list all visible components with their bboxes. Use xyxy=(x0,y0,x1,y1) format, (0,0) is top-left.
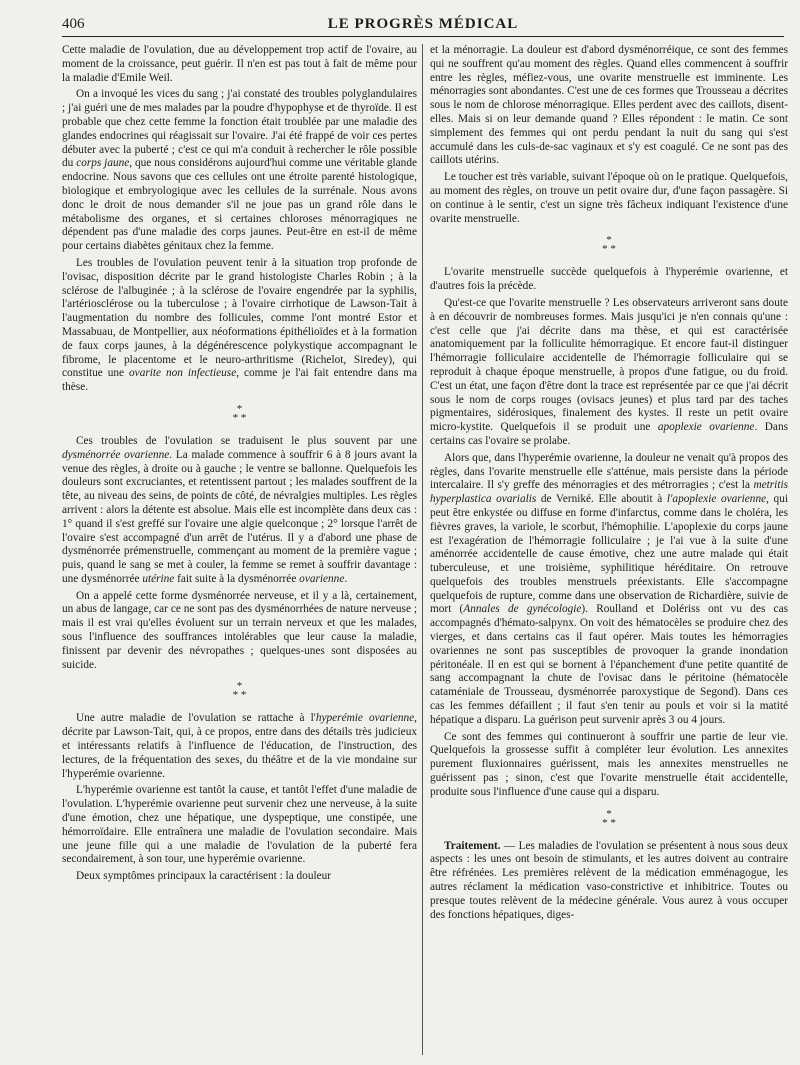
paragraph: Deux symptômes principaux la caractérisent : la douleur xyxy=(76,870,332,883)
paragraph: Le toucher est très variable, suivant l'époque où on le pratique. Quelquefois, au moment des règles, on trouve un petit ovaire dur, d'une façon passagère. Si on continue à le sentir, c'est un signe très fâcheux indiquant l'existence d'une ovarite menstruelle. xyxy=(430,171,788,225)
paragraph: Ces troubles de l'ovulation se traduisent le plus souvent par une dysménorrée ovarienne. La malade commence à souffrir 6 à 8 jours avant la venue des règles, à droite ou à gauche ; le ventre se ballonne. Quelquefois les douleurs sont excruciantes, et retentissent partout ; les malades souffrent de la tête, au niveau des seins, de points de côté, de névralgies multiples. Les règles arrivent : alors la détente est absolue. Mais elle est incomplète dans deux cas : 1° quand il s'est greffé sur l'ovaire une algie quelconque ; 2° lorsque l'arrêt de l'ovaire s'est accompagné d'un arrêt de l'utérus. Il y a d'abord une phase de dysménorrée prémenstruelle, commençant au moment de la première vague ; puis, quand le sang se met à couler, la femme se remet à souffrir davantage : une dysménorrée utérine fait suite à la dysménorrée ovarienne. xyxy=(62,434,417,585)
paragraph: Les troubles de l'ovulation peuvent tenir à la situation trop profonde de l'ovisac, disposition décrite par le grand histologiste Charles Robin ; à la sclérose de l'albuginée ; à la sclérose de l'ovaire engendrée par la syphilis, l'artériosclérose ou la tuberculose ; à l'ovaire cirrhotique de Lawson-Tait à l'augmentation du nombre des follicules, comme l'ont montré Estor et Massabuau, de Montpellier, aux néoformations épithélioïdes et à la formation de faux corps jaunes, à la dégénérescence polykystique accompagnant le fibrome, le placentome et le neuro-arthritisme (Richelot, Siredey), qui constitue une ovarite non infectieuse, comme je l'ai fait entendre dans ma thèse. xyxy=(62,256,417,394)
left-column xyxy=(62,44,417,887)
running-header xyxy=(62,14,784,36)
journal-title: LE PROGRÈS MÉDICAL xyxy=(327,16,519,32)
paragraph: Ce sont des femmes qui continueront à souffrir une partie de leur vie. Quelquefois la grossesse suffit à compléter leur évolution. Les annexites purement fluxionnaires guérissent, mais les annexites menstruelles ne guérissent pas ; sinon, c'est que l'ovarite menstruelle était accidentelle, produite sous l'influence d'une cause qui a disparu. xyxy=(430,730,788,798)
paragraph: et la ménorragie. La douleur est d'abord dysménorréique, ce sont des femmes qui ne souffrent qu'au moment des règles. Quand elles commencent à souffrir entre les règles, méfiez-vous, une ovarite menstruelle est imminente. Les ménorragies sont abondantes. C'est une de ces formes que Trousseau a décrites sous le nom de chlorose ménorragique. Elles perdent avec des caillots, disent-elles. Mais si on leur demande quand ? Elles répondent : le matin. Ce sont simplement des femmes qui ont perdu pendant la nuit du sang qui s'est accumulé dans les culs-de-sac vaginaux et s'y est coagulé. Ce ne sont pas des caillots utérins. xyxy=(430,44,788,167)
section-separator: * * * xyxy=(602,234,616,256)
paragraph: Alors que, dans l'hyperémie ovarienne, la douleur ne venait qu'à propos des règles, dans l'ovarite menstruelle elle s'atténue, mais persiste dans la période intercalaire. Il s'y greffe des ménorragies et des métrorragies ; c'est la metritis hyperplastica ovarialis de Verniké. Elle aboutit à l'apoplexie ovarienne, qui peut être enkystée ou diffuse en forme d'infarctus, comme dans le choléra, les fièvres graves, la variole, le scorbut, l'hémophilie. L'apoplexie du corps jaune est l'exagération de l'hémorragie folliculaire ; je l'ai vue à la suite d'une aménorrée accidentelle de cause émotive, chez une autre malade qui était tuberculeuse, et une troisième, syphilitique héréditaire. On retrouve quelquefois des troubles menstruels préexistants. Elle s'accompagne quelquefois de rupture, comme dans une observation de Richardière, suivie de mort (Annales de gynécologie). Roulland et Dolériss ont vu des cas accompagnés d'hémato-salpynx. On voit des hématocèles se produire chez des vierges, et dans certains cas il faut opérer. Mais toutes les hémorragies ovariennes ne sont pas susceptibles de provoquer la grande inondation péritonéale. Il en est qui se bornent à l'épanchement d'une petite quantité de sang accompagnant la chute de l'ovisac dans le péritoine (hématocèle cataméniale de Trousseau, dysménorrée paroxystique de Segond). Dans ces cas les femmes défaillent ; il faut s'en tenir au pouls et voir si la matité hépatique a disparu. La guérison peut survenir après 3 ou 4 jours. xyxy=(430,451,788,726)
right-column xyxy=(430,44,788,925)
header-rule xyxy=(62,36,784,37)
paragraph: Une autre maladie de l'ovulation se rattache à l'hyperémie ovarienne, décrite par Lawson-Tait, qui, à ce propos, entre dans des détails très judicieux et intéressants relatifs à l'influence de l'éducation, de l'instruction, des lectures, de la fréquentation des sexes, du théâtre et de la vie mondaine sur l'hyperémie ovarienne. xyxy=(62,712,417,780)
section-separator: * * * xyxy=(602,807,616,829)
paragraph: On a invoqué les vices du sang ; j'ai constaté des troubles polyglandulaires ; j'ai guéri une de mes malades par la poudre d'hypophyse et de thyroïde. Il est probable que chez cette femme la fonction était troublée par une maladie des glandes endocrines qui réagissait sur l'ovaire. J'ai été frappé de voir ces pertes débuter avec la puberté ; c'est ce qui m'a conduit à rechercher le rôle possible du corps jaune, que nous considérons aujourd'hui comme une véritable glande endocrine. Nous savons que ces cellules ont une étroite parenté histologique, biologique et embryologique avec les cellules de la surrénale. Nous avons donc le droit de nous demander s'il ne joue pas un grand rôle dans le métabolisme des organes, et si certaines chloroses ménorragiques ne dépendent pas d'une maladie des corps jaunes. Peut-être en est-il de même pour certains diabètes génitaux chez la femme. xyxy=(62,88,417,253)
paragraph: L'hyperémie ovarienne est tantôt la cause, et tantôt l'effet d'une maladie de l'ovulation. L'hyperémie ovarienne peut survenir chez une nerveuse, à la suite d'une émotion, chez une hépatique, une dyspeptique, une constipée, une hémorroïdaire. Elle entraînera une maladie de l'ovulation secondaire. Mais une jeune fille qui a une maladie de l'ovulation de la puberté fera secondairement, à son tour, une hyperémie ovarienne. xyxy=(62,784,417,866)
paragraph: Traitement. — Les maladies de l'ovulation se présentent à nous sous deux aspects : les unes ont besoin de stimulants, et les autres doivent au contraire être réfrénées. Les premières relèvent de la médication emménagogue, les autres réclament la médication vaso-constrictive et inhibitrice. Toutes ou presque toutes relèvent de la médecine générale. Vous aurez à vous occuper des fonctions hépatiques, diges- xyxy=(430,839,788,921)
section-separator: * * * xyxy=(232,680,247,702)
section-heading: Traitement. xyxy=(444,839,501,852)
paragraph: Cette maladie de l'ovulation, due au développement trop actif de l'ovaire, au moment de la croissance, peut guérir. Il n'en est pas tout à fait de même pour la maladie d'Emile Weil. xyxy=(62,44,417,84)
paragraph: Qu'est-ce que l'ovarite menstruelle ? Les observateurs arriveront sans doute à en découvrir de nombreuses formes. Mais jusqu'ici je n'en connais qu'une : c'est celle que j'ai décrite dans ma thèse, et qui est caractérisée anatomiquement par la folliculite hémorragique. Et encore faut-il distinguer l'hémorragie folliculaire accidentelle de l'hémorragie folliculaire qui se reproduit à chaque époque menstruelle, à propos d'une fatigue, ou du froid. C'est un état, une façon d'être dont la trace est représentée par ce que j'ai décrit sous le nom de corps rouges (ovisacs jeunes) et plus tard par des taches pigmentaires, sidérosiques, finalement des kystes. Il reste un petit ovaire micro-kystite. Quelquefois il se produit une apoplexie ovarienne. Dans certains cas l'ovaire se prolabe. xyxy=(430,296,788,447)
paragraph: L'ovarite menstruelle succède quelquefois à l'hyperémie ovarienne, et d'autres fois la précède. xyxy=(430,266,788,293)
paragraph: On a appelé cette forme dysménorrée nerveuse, et il y a là, certainement, un abus de langage, car ce ne sont pas des dysménorrhées de nature nerveuse ; mais il est vrai qu'elles évoluent sur un terrain nerveux et que les malades, sous l'influence des souffrances intolérables que leur cause la maladie, finissent par devenir des névropathes ; quelques-unes sont disposées au suicide. xyxy=(62,589,417,671)
section-separator: * * * xyxy=(232,402,247,424)
page-number: 406 xyxy=(62,16,85,32)
column-rule xyxy=(422,44,423,1055)
